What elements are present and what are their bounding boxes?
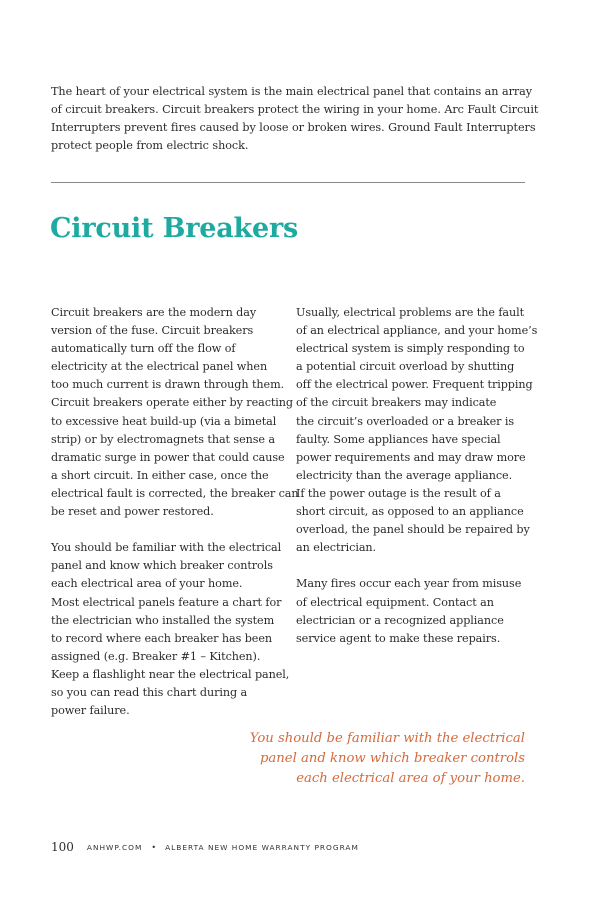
text-line: be reset and power restored. xyxy=(51,505,214,519)
left-paragraph-2 xyxy=(51,539,290,720)
text-line: of the circuit breakers may indicate xyxy=(296,396,497,410)
text-line: so you can read this chart during a xyxy=(51,685,248,699)
text-line: Most electrical panels feature a chart for xyxy=(51,595,282,609)
text-line: electricity than the average appliance. xyxy=(296,468,513,482)
text-line: service agent to make these repairs. xyxy=(296,631,501,645)
text-line: power failure. xyxy=(51,704,130,718)
text-line: electrical system is simply responding to xyxy=(296,342,525,356)
footer-program-name: ALBERTA NEW HOME WARRANTY PROGRAM xyxy=(165,842,359,852)
text-line: If the power outage is the result of a xyxy=(296,486,501,500)
right-column xyxy=(296,304,538,648)
pull-quote xyxy=(225,729,525,789)
right-paragraph-1 xyxy=(296,304,538,557)
pull-quote-line: each electrical area of your home. xyxy=(296,771,525,786)
pull-quote-line: You should be familiar with the electrical xyxy=(249,731,525,746)
text-line: Keep a flashlight near the electrical panel, xyxy=(51,667,290,681)
text-line: power requirements and may draw more xyxy=(296,450,526,464)
text-line: the circuit’s overloaded or a breaker is xyxy=(296,414,515,428)
footer-separator: • xyxy=(151,842,157,852)
text-line: the electrician who installed the system xyxy=(51,613,275,627)
text-line: automatically turn off the flow of xyxy=(51,342,236,356)
text-line: to excessive heat build-up (via a bimetal xyxy=(51,414,277,428)
intro-line: The heart of your electrical system is the main electrical panel that contains an array xyxy=(51,85,533,98)
text-line: panel and know which breaker controls xyxy=(51,559,273,573)
text-line: strip) or by electromagnets that sense a xyxy=(51,432,276,446)
paragraph-gap xyxy=(51,521,287,539)
intro-line: protect people from electric shock. xyxy=(51,139,249,152)
page-footer xyxy=(51,838,359,856)
text-line: Circuit breakers are the modern day xyxy=(51,306,257,319)
text-line: a potential circuit overload by shutting xyxy=(296,360,515,374)
text-line: off the electrical power. Frequent tripping xyxy=(296,378,533,392)
text-line: Circuit breakers operate either by reacting xyxy=(51,396,294,410)
intro-line: of circuit breakers. Circuit breakers protect the wiring in your home. Arc Fault Circuit xyxy=(51,103,539,116)
text-line: overload, the panel should be repaired by xyxy=(296,523,530,537)
section-divider xyxy=(51,182,525,183)
text-line: of electrical equipment. Contact an xyxy=(296,595,494,609)
left-column xyxy=(51,304,299,720)
text-line: dramatic surge in power that could cause xyxy=(51,450,285,464)
text-line: an electrician. xyxy=(296,541,377,555)
page-number: 100 xyxy=(51,840,74,854)
pull-quote-line: panel and know which breaker controls xyxy=(259,751,525,766)
right-paragraph-2 xyxy=(296,575,528,647)
intro-paragraph xyxy=(51,83,539,155)
text-line: a short circuit. In either case, once the xyxy=(51,468,269,482)
text-line: version of the fuse. Circuit breakers xyxy=(51,324,254,338)
text-line: You should be familiar with the electrical xyxy=(51,541,282,555)
text-line: assigned (e.g. Breaker #1 – Kitchen). xyxy=(51,649,261,663)
text-line: each electrical area of your home. xyxy=(51,577,243,591)
text-line: electricity at the electrical panel when xyxy=(51,360,268,374)
section-title: Circuit Breakers xyxy=(50,213,299,244)
text-line: too much current is drawn through them. xyxy=(51,378,285,392)
left-paragraph-1 xyxy=(51,304,299,521)
text-line: electrician or a recognized appliance xyxy=(296,613,504,627)
footer-site-link[interactable]: ANHWP.COM xyxy=(86,842,143,852)
text-line: Usually, electrical problems are the fault xyxy=(296,306,525,319)
text-line: electrical fault is corrected, the breaker can xyxy=(51,486,299,500)
text-line: faulty. Some appliances have special xyxy=(296,432,501,446)
paragraph-gap xyxy=(296,557,528,575)
text-line: Many fires occur each year from misuse xyxy=(296,577,522,591)
text-line: short circuit, as opposed to an appliance xyxy=(296,505,524,519)
text-line: of an electrical appliance, and your home’s xyxy=(296,324,538,338)
intro-line: Interrupters prevent fires caused by loose or broken wires. Ground Fault Interrupters xyxy=(51,121,536,134)
text-line: to record where each breaker has been xyxy=(51,631,272,645)
